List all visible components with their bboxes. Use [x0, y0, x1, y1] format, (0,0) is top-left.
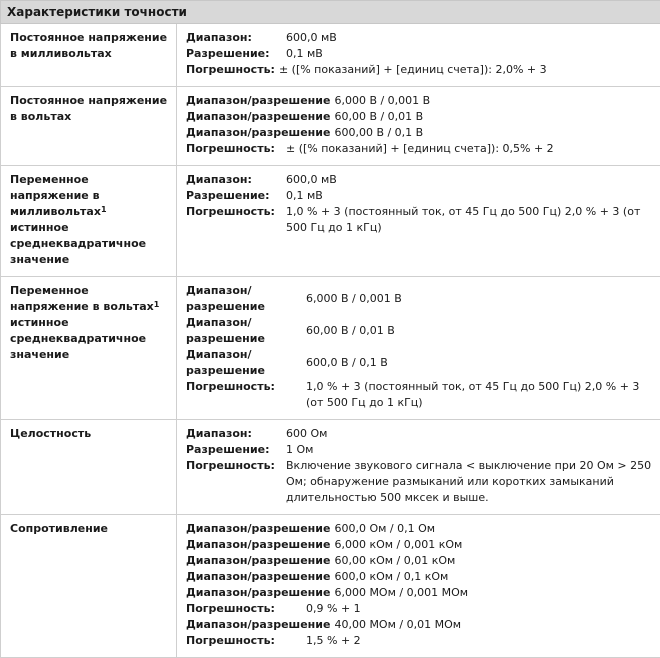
range-resolution-value: 6,000 В / 0,001 В — [306, 283, 653, 315]
accuracy-label: Погрешность: — [186, 141, 286, 157]
range-resolution-value: 40,00 МОм / 0,01 МОм — [334, 617, 653, 633]
range-resolution-label: Диапазон/ разрешение — [186, 347, 306, 379]
range-resolution-label: Диапазон/разрешение — [186, 585, 334, 601]
row-name-cell — [1, 166, 177, 277]
range-resolution-label: Диапазон/разрешение — [186, 553, 334, 569]
table-row-v-ac — [1, 277, 660, 420]
accuracy-value: 1,5 % + 2 — [306, 633, 653, 649]
table-row-continuity — [1, 420, 660, 515]
accuracy-value: ± ([% показаний] + [единиц счета]): 0,5% + 2 — [286, 141, 653, 157]
range-resolution-value: 60,00 В / 0,01 В — [306, 315, 653, 347]
accuracy-value: 1,0 % + 3 (постоянный ток, от 45 Гц до 500 Гц) 2,0 % + 3 (от 500 Гц до 1 кГц) — [286, 204, 653, 236]
resolution-label: Разрешение: — [186, 46, 286, 62]
resolution-value: 1 Ом — [286, 442, 653, 458]
range-label: Диапазон: — [186, 426, 286, 442]
resolution-value: 0,1 мВ — [286, 46, 653, 62]
range-resolution-value: 600,00 В / 0,1 В — [334, 125, 653, 141]
row-name-extra: истинное среднеквадратичное значение — [10, 221, 146, 266]
row-name: Переменное напряжение в милливольтах — [10, 173, 101, 218]
resolution-label: Разрешение: — [186, 188, 286, 204]
row-params — [177, 166, 660, 277]
table-row-mv-dc — [1, 24, 660, 87]
range-resolution-value: 600,0 Ом / 0,1 Ом — [334, 521, 653, 537]
range-resolution-value: 600,0 кОм / 0,1 кОм — [334, 569, 653, 585]
resolution-value: 0,1 мВ — [286, 188, 653, 204]
range-resolution-value: 6,000 В / 0,001 В — [334, 93, 653, 109]
table-row-v-dc — [1, 87, 660, 166]
table-header: Характеристики точности — [1, 1, 660, 24]
resolution-label: Разрешение: — [186, 442, 286, 458]
row-params — [177, 24, 660, 87]
row-name: Сопротивление — [1, 515, 177, 658]
row-params — [177, 277, 660, 420]
row-name: Переменное напряжение в вольтах — [10, 284, 154, 313]
row-name: Постоянное напряжение в вольтах — [1, 87, 177, 166]
row-params — [177, 87, 660, 166]
range-resolution-value: 600,0 В / 0,1 В — [306, 347, 653, 379]
row-params — [177, 515, 660, 658]
range-value: 600,0 мВ — [286, 30, 653, 46]
accuracy-label: Погрешность: — [186, 633, 306, 649]
range-label: Диапазон: — [186, 30, 286, 46]
footnote-marker: 1 — [154, 300, 160, 309]
range-resolution-label: Диапазон/разрешение — [186, 125, 334, 141]
accuracy-value: Включение звукового сигнала < выключение при 20 Ом > 250 Ом; обнаружение размыканий или коротких замыканий длительностью 500 мксек и выше. — [286, 458, 653, 506]
range-label: Диапазон: — [186, 172, 286, 188]
accuracy-value: 1,0 % + 3 (постоянный ток, от 45 Гц до 500 Гц) 2,0 % + 3 (от 500 Гц до 1 кГц) — [306, 379, 653, 411]
range-resolution-value: 6,000 кОм / 0,001 кОм — [334, 537, 653, 553]
range-resolution-value: 60,00 В / 0,01 В — [334, 109, 653, 125]
range-resolution-label: Диапазон/ разрешение — [186, 283, 306, 315]
accuracy-label: Погрешность: — [186, 62, 279, 78]
row-name-extra: истинное среднеквадратичное значение — [10, 316, 146, 361]
accuracy-label: Погрешность: — [186, 204, 286, 236]
range-value: 600 Ом — [286, 426, 653, 442]
range-resolution-label: Диапазон/разрешение — [186, 109, 334, 125]
row-name: Целостность — [1, 420, 177, 515]
accuracy-label: Погрешность: — [186, 601, 306, 617]
accuracy-label: Погрешность: — [186, 458, 286, 506]
range-resolution-label: Диапазон/разрешение — [186, 537, 334, 553]
accuracy-value: 0,9 % + 1 — [306, 601, 653, 617]
row-name: Постоянное напряжение в милливольтах — [1, 24, 177, 87]
footnote-marker: 1 — [101, 205, 107, 214]
range-resolution-label: Диапазон/ разрешение — [186, 315, 306, 347]
range-resolution-label: Диапазон/разрешение — [186, 93, 334, 109]
range-resolution-label: Диапазон/разрешение — [186, 521, 334, 537]
range-resolution-label: Диапазон/разрешение — [186, 569, 334, 585]
accuracy-label: Погрешность: — [186, 379, 306, 411]
row-params — [177, 420, 660, 515]
range-resolution-value: 60,00 кОм / 0,01 кОм — [334, 553, 653, 569]
table-row-mv-ac — [1, 166, 660, 277]
table-row-resistance — [1, 515, 660, 658]
range-resolution-value: 6,000 МОм / 0,001 МОм — [334, 585, 653, 601]
row-name-cell — [1, 277, 177, 420]
accuracy-value: ± ([% показаний] + [единиц счета]): 2,0% + 3 — [279, 62, 653, 78]
range-value: 600,0 мВ — [286, 172, 653, 188]
range-resolution-label: Диапазон/разрешение — [186, 617, 334, 633]
